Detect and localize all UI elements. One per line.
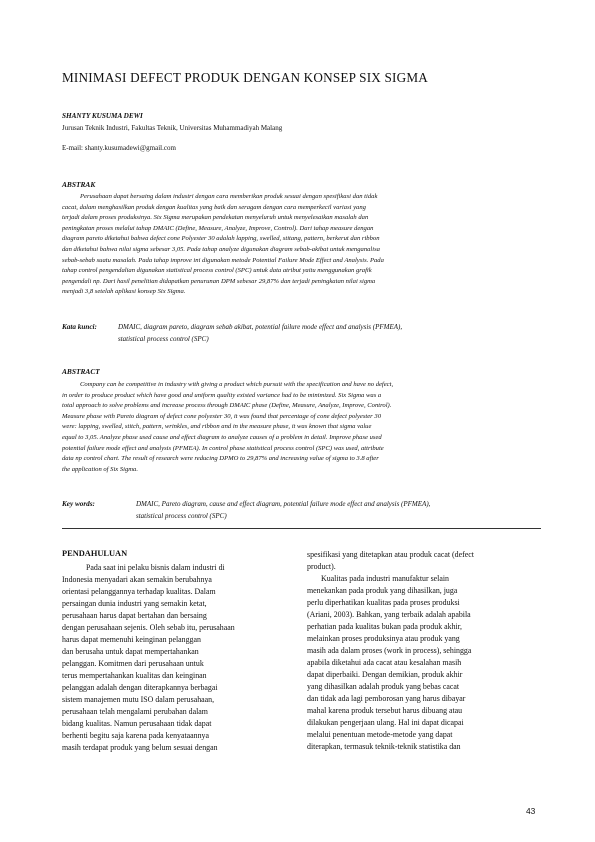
body-line: perlu diperhatikan kualitas pada proses produksi: [307, 598, 460, 607]
abstrak-line: peningkatan proses melalui tahap DMAIC (Define, Measure, Analyze, Improve, Control). Dari tahap measure dengan: [62, 224, 374, 232]
abstract-line: Company can be competitive in industry with giving a product which pursuit with the specification and have no defect,: [80, 381, 394, 388]
abstract-line: data np control chart. The result of research were reducing DPMO to 29,87% and increasing value of sigma to 3.8 after: [62, 455, 379, 463]
abstract-line: in order to produce product which have good and uniform quality existed variance had to be minimized. Six Sigma was a: [62, 391, 382, 399]
paper-title: MINIMASI DEFECT PRODUK DENGAN KONSEP SIX SIGMA: [62, 70, 429, 85]
kata-kunci-label: Kata kunci:: [62, 323, 97, 331]
body-line: pelanggan adalah dengan diterapkannya berbagai: [62, 683, 218, 692]
body-line: persaingan dunia industri yang semakin ketat,: [62, 599, 207, 608]
body-line: terus mempertahankan kualitas dan keinginan: [62, 671, 207, 680]
body-right-column: [307, 549, 542, 753]
body-line: dan berusaha untuk dapat mempertahankan: [62, 647, 199, 656]
section-divider: [62, 528, 541, 529]
key-words-line: statistical process control (SPC): [136, 511, 227, 520]
body-line: dan tidak ada lagi pemborosan yang harus dibayar: [307, 694, 466, 703]
abstract-line: total approach to solve problems and increase process through DMAIC phase (Define, Measure, Analyze, Improve, Control).: [62, 402, 392, 410]
abstrak-line: sebab-sebab suatu masalah. Pada tahap improve ini digunakan metode Potential Failure Mode Effect and Analysis. Pada: [62, 256, 384, 264]
kata-kunci-line: statistical process control (SPC): [118, 334, 209, 343]
abstrak-line: cacat, dalam menghasilkan produk dengan kualitas yang baik dan seragam dengan cara memperkecil variasi yang: [62, 203, 366, 211]
abstract-heading: ABSTRACT: [62, 367, 100, 376]
body-line: yang dihasilkan adalah produk yang bebas cacat: [307, 682, 460, 691]
body-line: menekankan pada produk yang dihasilkan, juga: [307, 586, 458, 595]
key-words-text: [136, 499, 542, 522]
body-line: melainkan proses produksinya atau produk yang: [307, 634, 460, 643]
body-line: perhatian pada kualitas bukan pada produk akhir,: [307, 622, 463, 631]
body-line: dengan perusahaan sejenis. Oleh sebab itu, perusahaan: [62, 623, 235, 632]
kata-kunci-line: DMAIC, diagram pareto, diagram sebab akibat, potential failure mode effect and analysis (PFMEA),: [118, 323, 403, 331]
body-line: apabila diketahui ada cacat atau kesalahan masih: [307, 658, 462, 667]
body-line: perusahaan harus dapat bertahan dan bersaing: [62, 611, 207, 620]
body-line: melalui penentuan metode-metode yang dapat: [307, 730, 453, 739]
abstrak-line: pengendali np. Dari hasil penelitian didapatkan penurunan DPM sebesar 29,87% dan terjadi peningkatan nilai sigma: [62, 277, 376, 285]
abstrak-body: [62, 192, 541, 298]
body-line: Kualitas pada industri manufaktur selain: [321, 574, 449, 583]
key-words-label: Key words:: [62, 500, 95, 508]
body-line: orientasi pelanggannya terhadap kualitas. Dalam: [62, 587, 216, 596]
body-line: product).: [307, 562, 336, 571]
body-line: harus dapat memenuhi keinginan pelanggan: [62, 635, 201, 644]
body-left-column: [62, 562, 292, 754]
abstract-line: potential failure mode effect and analysis (PFMEA). In control phase statistical process control (SPC) was used, attribute: [62, 444, 384, 452]
body-line: (Ariani, 2003). Bahkan, yang terbaik adalah apabila: [307, 610, 471, 619]
body-line: masih terdapat produk yang belum sesuai dengan: [62, 743, 218, 752]
body-line: mahal karena produk tersebut harus dibuang atau: [307, 706, 463, 715]
abstract-body: [62, 380, 541, 475]
abstrak-line: diagram pareto diketahui bahwa defect cone Polyester 30 adalah lapping, swelled, stitang, pattern, berkerut dan ribbon: [62, 235, 380, 243]
pendahuluan-heading: PENDAHULUAN: [62, 549, 128, 558]
body-line: masih ada dalam proses (work in process), sehingga: [307, 646, 472, 655]
body-line: sistem manajemen mutu ISO dalam perusahaan,: [62, 695, 215, 704]
kata-kunci-text: [118, 322, 542, 345]
abstract-line: the application of Six Sigma.: [62, 465, 139, 473]
abstrak-heading: ABSTRAK: [62, 180, 96, 189]
body-line: bidang kualitas. Namun perusahaan tidak dapat: [62, 719, 212, 728]
abstrak-line: Perusahaan dapat bersaing dalam industri dengan cara memberikan produk sesuai dengan spesifikasi dan tidak: [80, 193, 378, 200]
body-line: dapat diperbaiki. Dengan demikian, produk akhir: [307, 670, 463, 679]
body-line: perusahaan telah mengalami perubahan dalam: [62, 707, 208, 716]
body-line: spesifikasi yang ditetapkan atau produk cacat (defect: [307, 550, 474, 559]
body-line: Pada saat ini pelaku bisnis dalam industri di: [86, 563, 225, 572]
abstrak-line: dan diketahui bahwa nilai sigma sebesar 3,05. Pada tahap analyze digunakan diagram sebab-akibat untuk menganalisa: [62, 245, 380, 253]
abstrak-line: menjadi 3,8 setelah aplikasi konsep Six Sigma.: [62, 288, 186, 296]
abstrak-line: terjadi dalam proses produksinya. Six Sigma merupakan pendekatan menyeluruh untuk menyelesaikan masalah dan: [62, 214, 369, 222]
key-words-line: DMAIC, Pareto diagram, cause and effect diagram, potential failure mode effect and analysis (PFMEA),: [136, 500, 431, 508]
page-number: 43: [526, 806, 536, 816]
abstract-line: were: lapping, swelled, stitch, pattern, wrinkles, and ribbon and in the measure phase, it was known that sigma value: [62, 423, 372, 431]
abstract-line: Measure phase with Pareto diagram of defect cone polyester 30, it was found that percentage of cone defect polyester 30: [62, 412, 381, 420]
abstrak-line: tahap control pengendalian digunakan statistical process control (SPC) untuk data atribut yaitu menggunakan grafik: [62, 267, 372, 275]
author-name: SHANTY KUSUMA DEWI: [62, 112, 143, 120]
author-email: E-mail: shanty.kusumadewi@gmail.com: [62, 144, 176, 152]
body-line: pelanggan. Komitmen dari perusahaan untuk: [62, 659, 204, 668]
body-line: diterapkan, termasuk teknik-teknik statistika dan: [307, 742, 461, 751]
abstract-line: equal to 3,05. Analyze phase used cause and effect diagram to analyze causes of a problem in detail. Improve phase used: [62, 433, 382, 441]
body-line: berhenti begitu saja karena pada kenyataannya: [62, 731, 210, 740]
author-affiliation: Jurusan Teknik Industri, Fakultas Teknik, Universitas Muhammadiyah Malang: [62, 124, 283, 132]
body-line: dilakukan pengerjaan ulang. Hal ini dapat dicapai: [307, 718, 464, 727]
body-line: Indonesia menyadari akan semakin berubahnya: [62, 575, 212, 584]
